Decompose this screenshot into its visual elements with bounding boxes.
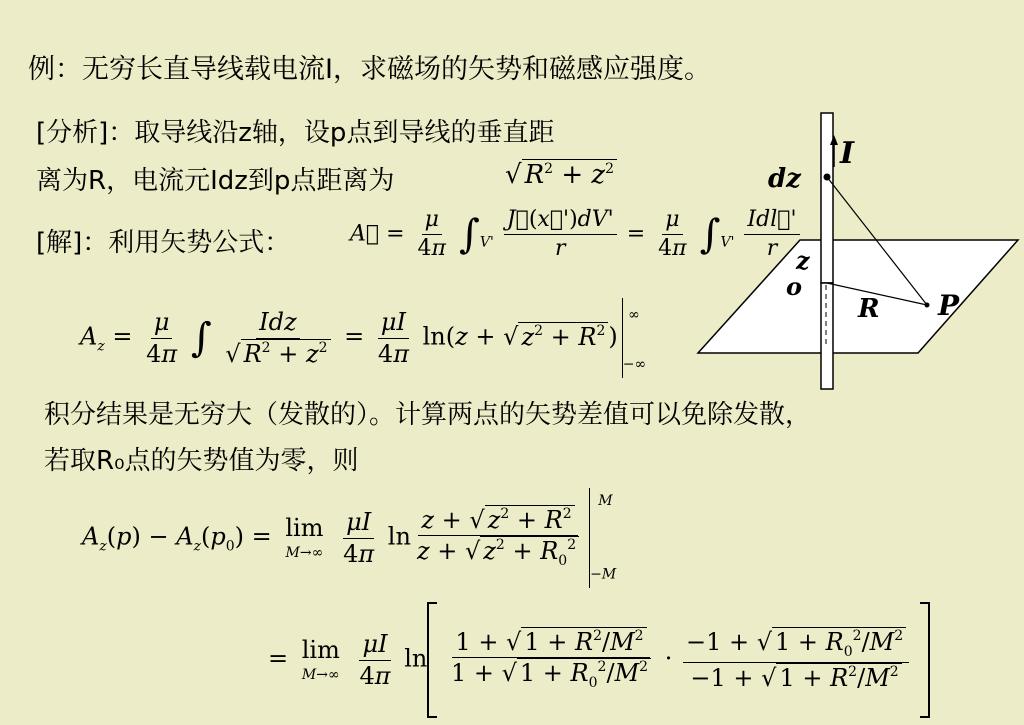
label-z: z xyxy=(796,246,810,275)
vector-potential-formula: A⃗ = $\frac{\mu}{4\pi}$ $\int_{V'}$ $\frac{J⃗(x⃗')dV'}{r}$ = $\frac{\mu}{4\pi}$ $\int_{V'}$ $\frac{\text{Idl⃗'}}{r}$ xyxy=(350,208,803,261)
title-line: 例：无穷长直导线载电流I，求磁场的矢势和磁感应强度。 xyxy=(28,54,711,85)
solution-prefix: [解]：利用矢势公式： xyxy=(36,228,291,258)
paragraph-line-2: 若取R₀点的矢势值为零，则 xyxy=(44,446,359,476)
label-dz: dz xyxy=(768,164,801,194)
label-I: I xyxy=(840,136,855,171)
wire-diagram xyxy=(690,105,1020,395)
az-integral-formula: $A_z$ = $\frac{\mu}{4\pi}$ ∫ $\frac{\text{Idz}}{√ R^2 + z^2}$ = $\frac{\mu I}{4\pi}$ ln(z + √ $z^2 + R^2$ )$_{-\infty}^\infty$ xyxy=(80,298,640,378)
paragraph-line-1: 积分结果是无穷大（发散的）。计算两点的矢势差值可以免除发散， xyxy=(44,400,812,430)
wire-lower xyxy=(821,283,833,389)
point-p xyxy=(925,303,930,308)
label-R: R xyxy=(858,294,880,324)
label-P: P xyxy=(938,289,960,322)
distance-formula: √ $R^2 + z^2$ xyxy=(505,160,617,190)
analysis-line-2: 离为R，电流元Idz到p点距离为 xyxy=(36,166,395,196)
wire xyxy=(821,113,833,283)
difference-formula: $A_z(p) - A_z(p_0)$ = lim M→∞ $\frac{\mu I}{4\pi}$ ln $\frac{z + √ z^2 + R^2}{z + √ z^2 + R_0^2}$ $_{-M}^M$ xyxy=(82,488,613,588)
limit-formula: = lim M→∞ $\frac{\mu I}{4\pi}$ ln $\frac{1 + √ 1 + R^2/M^2}{1 + √ 1 + R_0^2/M^2}$ · $\frac{-1 + √ 1 + R_0^2/M^2}{-1 + √ 1 + R^2/M^2}$ xyxy=(268,602,930,718)
analysis-line-1: [分析]：取导线沿z轴，设p点到导线的垂直距 xyxy=(36,118,555,148)
label-o: o xyxy=(786,272,803,301)
